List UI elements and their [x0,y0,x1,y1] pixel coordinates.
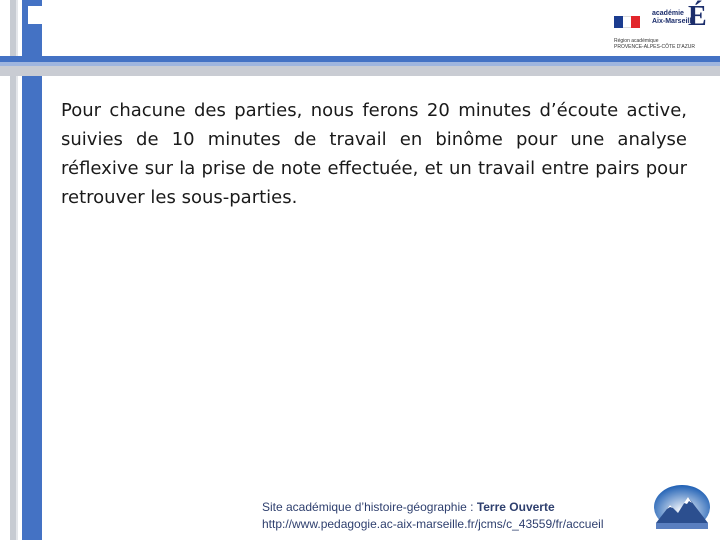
mountain-logo-icon [652,483,712,533]
academy-emblem-icon: É [688,1,707,32]
academy-logo [612,1,712,54]
region-name: Région académique PROVENCE-ALPES-CÔTE D'AZUR [614,38,695,50]
frame-notch [28,6,42,24]
footer-url-link[interactable]: http://www.pedagogie.ac-aix-marseille.fr/jcms/c_43559/fr/accueil [262,517,604,531]
footer-site-line [262,499,662,516]
frame-bar-vertical-thin [16,0,18,540]
frame-bar-vertical-accent [22,0,42,540]
footer [262,499,662,533]
academy-name: académie Aix-Marseille [652,10,696,25]
footer-site-prefix: Site académique d’histoire-géographie : [262,500,477,514]
footer-site-name: Terre Ouverte [476,500,555,514]
french-flag-icon [614,16,640,28]
frame-bar-horizontal-light [0,66,720,76]
slide-body-text: Pour chacune des parties, nous ferons 20 minutes d’écoute active, suivies de 10 minutes de travail en binôme pour une analyse réflexive sur la prise de note effectuée, et un travail entre pairs pour retrouver les sous-parties. [61,100,687,208]
